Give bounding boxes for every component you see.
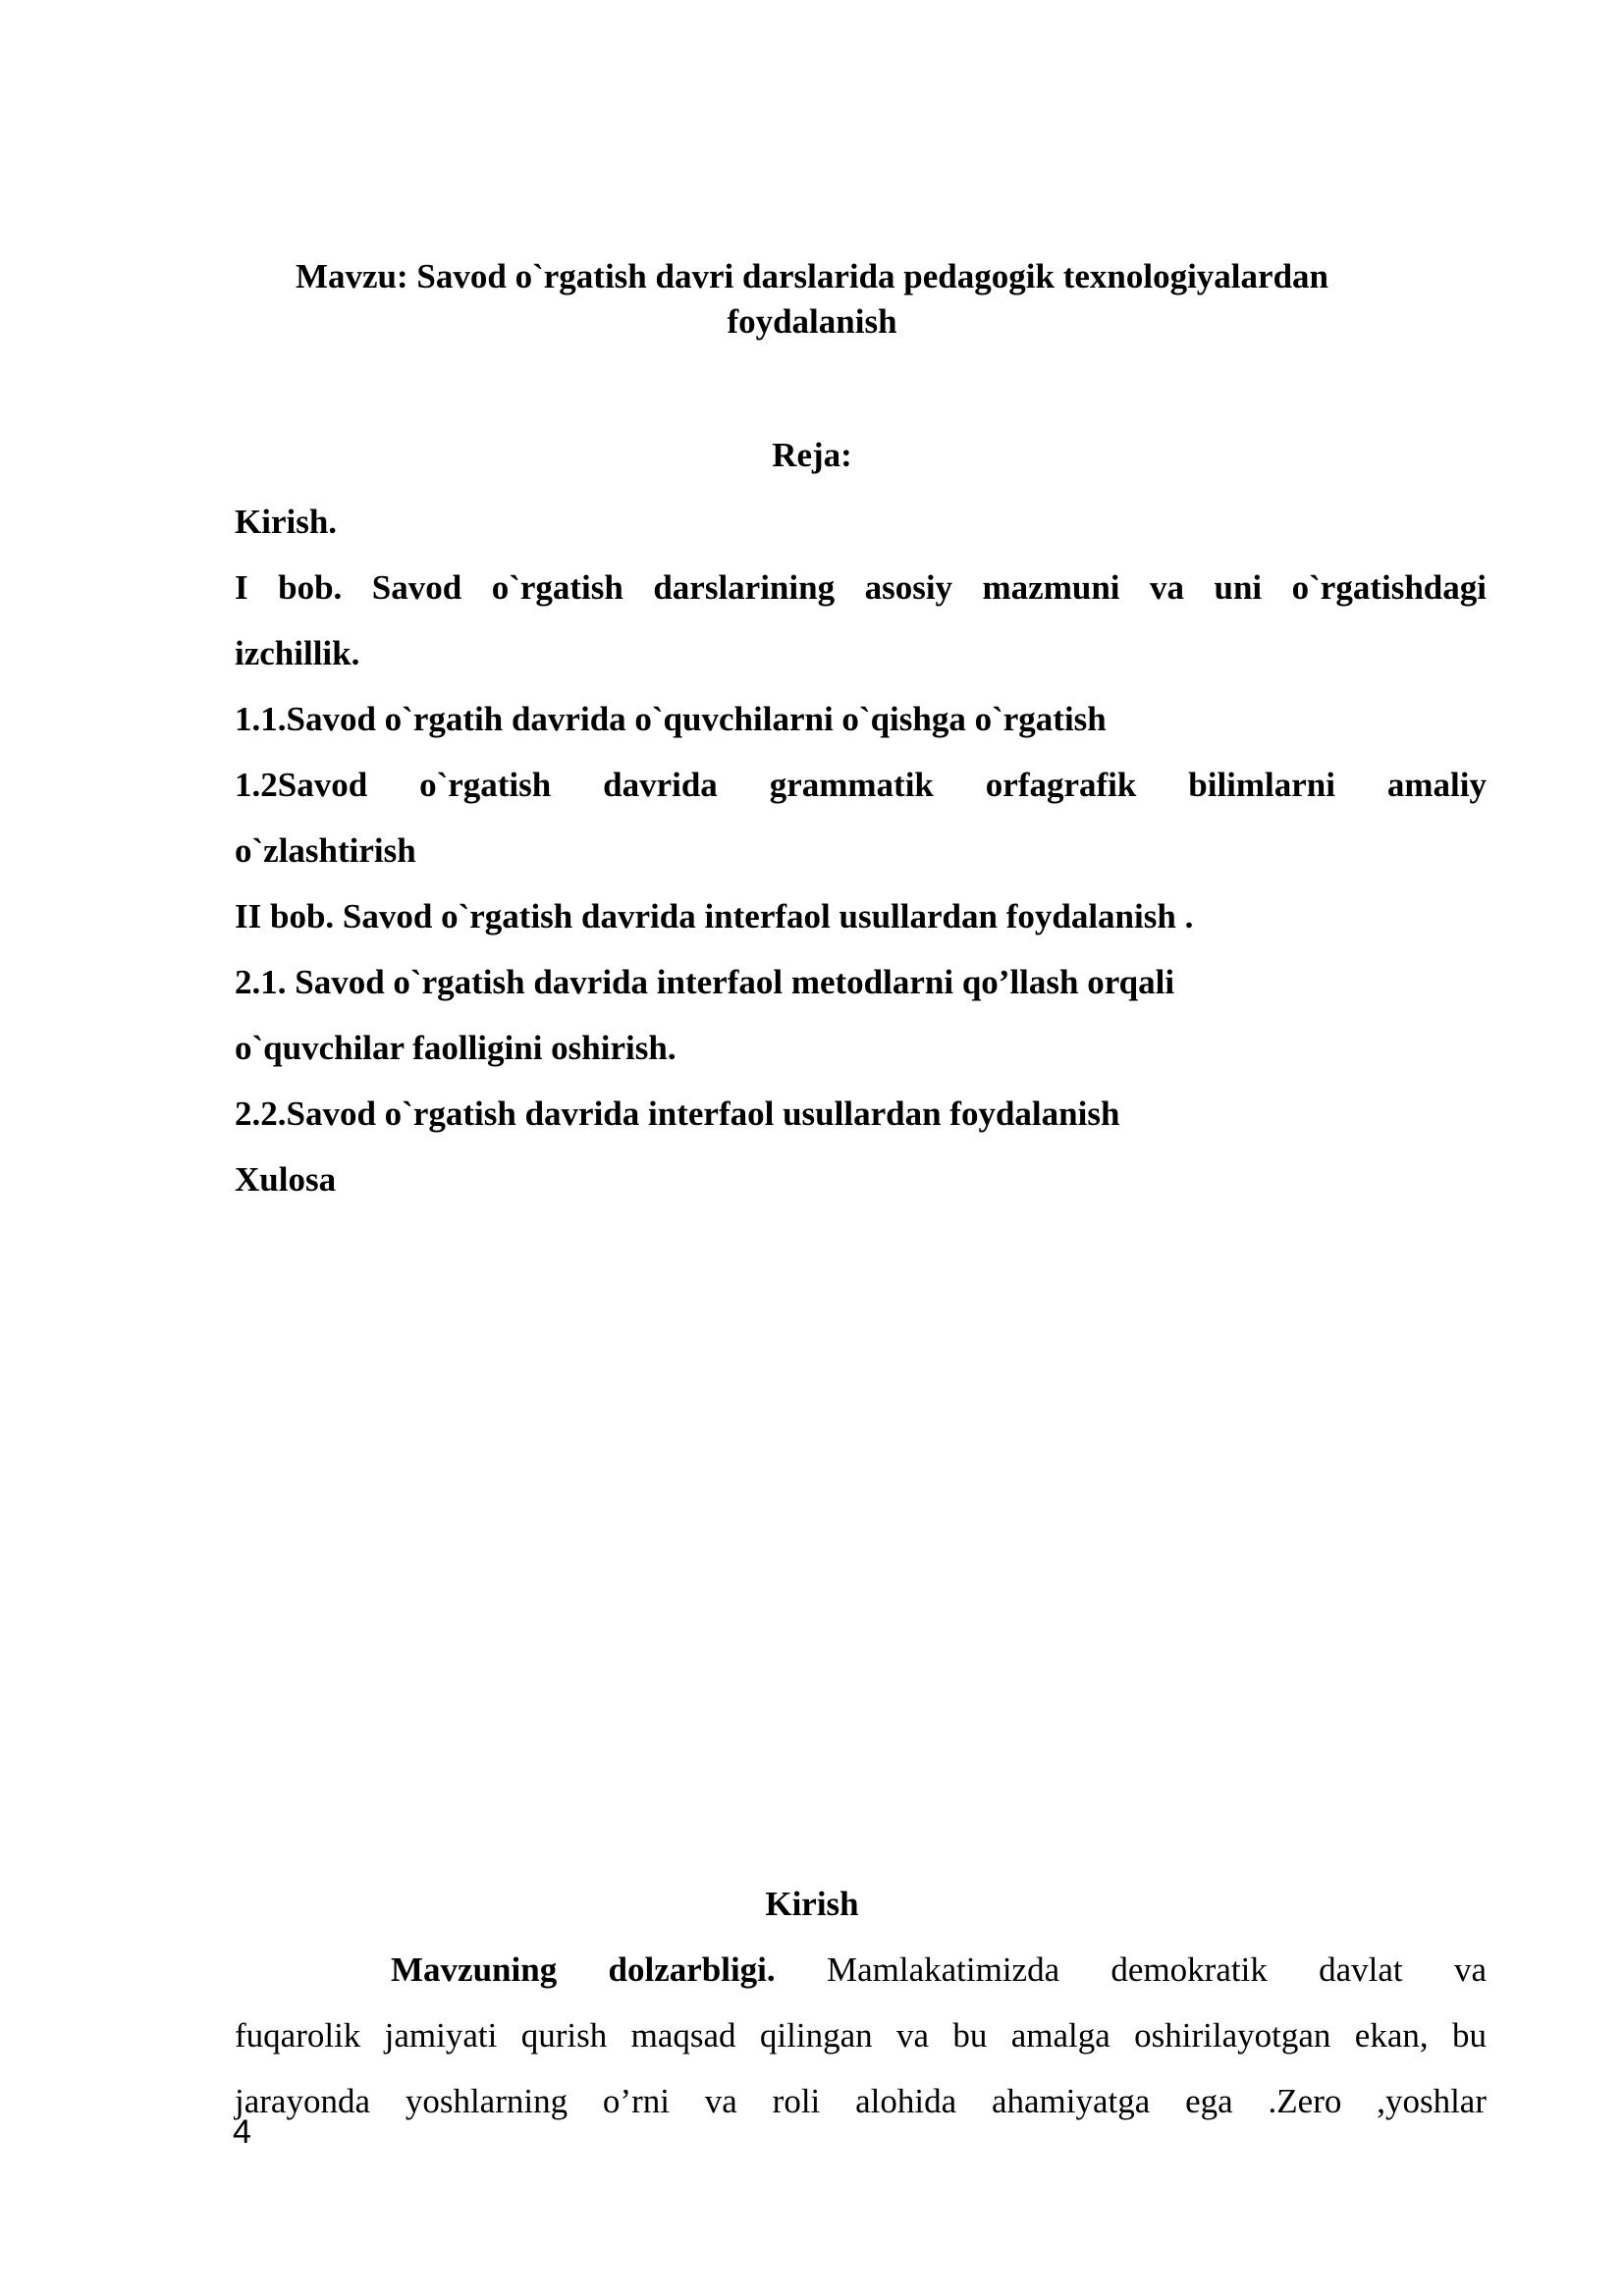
- plan-item: 1.1.Savod o`rgatih davrida o`quvchilarni o`qishga o`rgatish: [235, 700, 1107, 738]
- plan-item: 1.2Savod o`rgatish davrida grammatik orfagrafik bilimlarni amaliy: [235, 766, 1487, 804]
- plan-item: 2.1. Savod o`rgatish davrida interfaol metodlarni qo’llash orqali: [235, 963, 1175, 1001]
- relevance-label: Mavzuning dolzarbligi.: [391, 1950, 776, 1989]
- plan-item: o`zlashtirish: [235, 831, 416, 870]
- page-number: 4: [233, 2113, 251, 2151]
- intro-paragraph-line-3: jarayonda yoshlarning o’rni va roli alohida ahamiyatga ega .Zero ,yoshlar: [235, 2082, 1487, 2120]
- plan-item: o`quvchilar faolligini oshirish.: [235, 1029, 677, 1067]
- plan-item: Kirish.: [235, 503, 338, 541]
- plan-item: I bob. Savod o`rgatish darslarining asosiy mazmuni va uni o`rgatishdagi: [235, 568, 1487, 607]
- plan-item: 2.2.Savod o`rgatish davrida interfaol usullardan foydalanish: [235, 1095, 1120, 1133]
- plan-item: izchillik.: [235, 634, 360, 672]
- intro-paragraph-line-1: [391, 1949, 1487, 1992]
- plan-item: II bob. Savod o`rgatish davrida interfaol usullardan foydalanish .: [235, 897, 1194, 935]
- intro-heading: Kirish: [765, 1885, 859, 1923]
- document-title-line-1: Mavzu: Savod o`rgatish davri darslarida pedagogik texnologiyalardan: [295, 257, 1329, 295]
- intro-lead-text: Mamlakatimizda demokratik davlat va: [775, 1950, 1487, 1989]
- intro-paragraph-line-2: fuqarolik jamiyati qurish maqsad qilingan va bu amalga oshirilayotgan ekan, bu: [235, 2016, 1487, 2055]
- plan-heading: Reja:: [772, 436, 852, 474]
- document-title-line-2: foydalanish: [727, 302, 897, 341]
- plan-item: Xulosa: [235, 1160, 337, 1199]
